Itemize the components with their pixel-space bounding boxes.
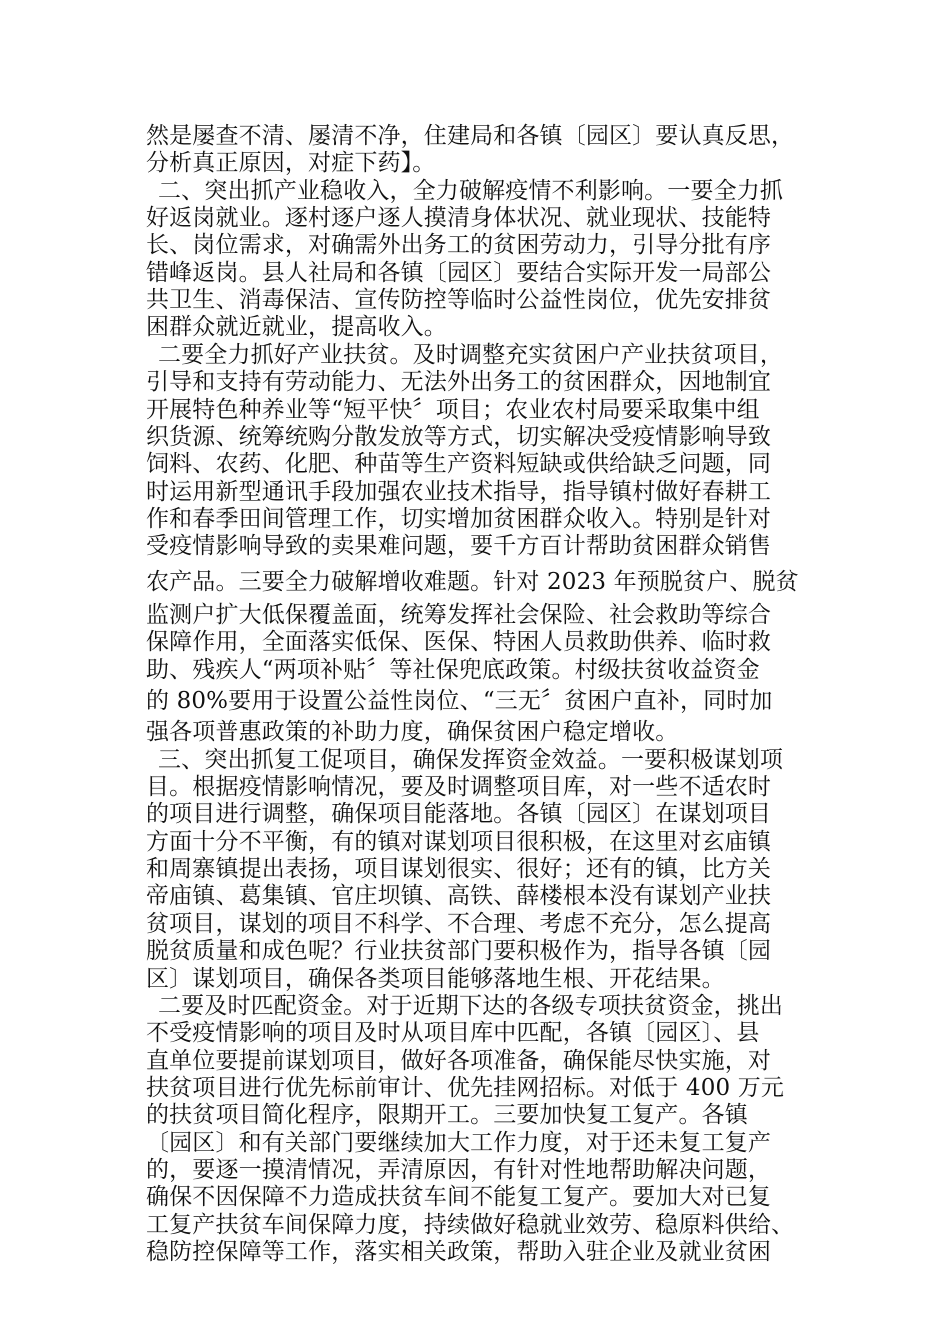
- text-line: 开展特色种养业等“短平快〞项目；农业农村局要采取集中组: [146, 397, 760, 423]
- text-line: 分析真正原因，对症下药】。: [146, 150, 436, 176]
- text-line: 直单位要提前谋划项目，做好各项准备，确保能尽快实施，对: [146, 1048, 772, 1074]
- text-line: 扶贫项目进行优先标前审计、优先挂网招标。对低于 400 万元: [146, 1075, 785, 1101]
- text-line: 受疫情影响导致的卖果难问题，要千方百计帮助贫困群众销售: [146, 533, 772, 559]
- text-line: 然是屡查不清、屡清不净，住建局和各镇〔园区〕要认真反思，: [146, 123, 795, 149]
- text-line: 的，要逐一摸清情况，弄清原因，有针对性地帮助解决问题，: [146, 1157, 772, 1183]
- text-line: 二要全力抓好产业扶贫。及时调整充实贫困户产业扶贫项目，: [158, 342, 784, 368]
- text-line: 帝庙镇、葛集镇、官庄坝镇、高铁、薛楼根本没有谋划产业扶: [146, 883, 772, 909]
- text-line: 的项目进行调整，确保项目能落地。各镇〔园区〕在谋划项目: [146, 801, 772, 827]
- text-line: 三、突出抓复工促项目，确保发挥资金效益。一要积极谋划项: [158, 747, 784, 773]
- text-line: 共卫生、消毒保洁、宣传防控等临时公益性岗位，优先安排贫: [146, 287, 772, 313]
- text-line: 织货源、统筹统购分散发放等方式，切实解决受疫情影响导致: [146, 424, 772, 450]
- text-line: 工复产扶贫车间保障力度，持续做好稳就业效劳、稳原料供给、: [146, 1212, 795, 1238]
- text-line: 稳防控保障等工作，落实相关政策，帮助入驻企业及就业贫困: [146, 1239, 772, 1265]
- text-line: 时运用新型通讯手段加强农业技术指导，指导镇村做好春耕工: [146, 479, 772, 505]
- text-line: 脱贫质量和成色呢？行业扶贫部门要积极作为，指导各镇〔园: [146, 938, 772, 964]
- text-line: 好返岗就业。逐村逐户逐人摸清身体状况、就业现状、技能特: [146, 205, 772, 231]
- text-line: 区〕谋划项目，确保各类项目能够落地生根、开花结果。: [146, 966, 725, 992]
- text-line: 饲料、农药、化肥、种苗等生产资料短缺或供给缺乏问题，同: [146, 451, 772, 477]
- text-line: 农产品。三要全力破解增收难题。针对 2023 年预脱贫户、脱贫: [146, 569, 799, 595]
- text-line: 引导和支持有劳动能力、无法外出务工的贫困群众，因地制宜: [146, 369, 772, 395]
- text-line: 二、突出抓产业稳收入，全力破解疫情不利影响。一要全力抓: [158, 178, 784, 204]
- text-line: 目。根据疫情影响情况，要及时调整项目库，对一些不适农时: [146, 774, 772, 800]
- text-line: 不受疫情影响的项目及时从项目库中匹配，各镇〔园区〕、县: [146, 1020, 760, 1046]
- text-line: 贫项目，谋划的项目不科学、不合理、考虑不充分，怎么提高: [146, 911, 772, 937]
- text-line: 和周寨镇提出表扬，项目谋划很实、很好；还有的镇，比方关: [146, 856, 772, 882]
- text-line: 的扶贫项目简化程序，限期开工。三要加快复工复产。各镇: [146, 1102, 748, 1128]
- text-line: 长、岗位需求，对确需外出务工的贫困劳动力，引导分批有序: [146, 232, 772, 258]
- text-line: 〔园区〕和有关部门要继续加大工作力度，对于还未复工复产: [146, 1130, 772, 1156]
- text-line: 确保不因保障不力造成扶贫车间不能复工复产。要加大对已复: [146, 1184, 772, 1210]
- text-line: 困群众就近就业，提高收入。: [146, 314, 447, 340]
- text-line: 助、残疾人“两项补贴〞等社保兜底政策。村级扶贫收益资金: [146, 657, 760, 683]
- text-line: 监测户扩大低保覆盖面，统筹发挥社会保险、社会救助等综合: [146, 602, 772, 628]
- text-line: 的 80%要用于设置公益性岗位、“三无〞贫困户直补，同时加: [146, 688, 773, 714]
- text-line: 作和春季田间管理工作，切实增加贫困群众收入。特别是针对: [146, 506, 772, 532]
- text-line: 二要及时匹配资金。对于近期下达的各级专项扶贫资金，挑出: [158, 993, 784, 1019]
- text-line: 错峰返岗。县人社局和各镇〔园区〕要结合实际开发一局部公: [146, 260, 772, 286]
- text-line: 保障作用，全面落实低保、医保、特困人员救助供养、临时救: [146, 629, 772, 655]
- text-line: 强各项普惠政策的补助力度，确保贫困户稳定增收。: [146, 719, 679, 745]
- text-line: 方面十分不平衡，有的镇对谋划项目很积极，在这里对玄庙镇: [146, 829, 772, 855]
